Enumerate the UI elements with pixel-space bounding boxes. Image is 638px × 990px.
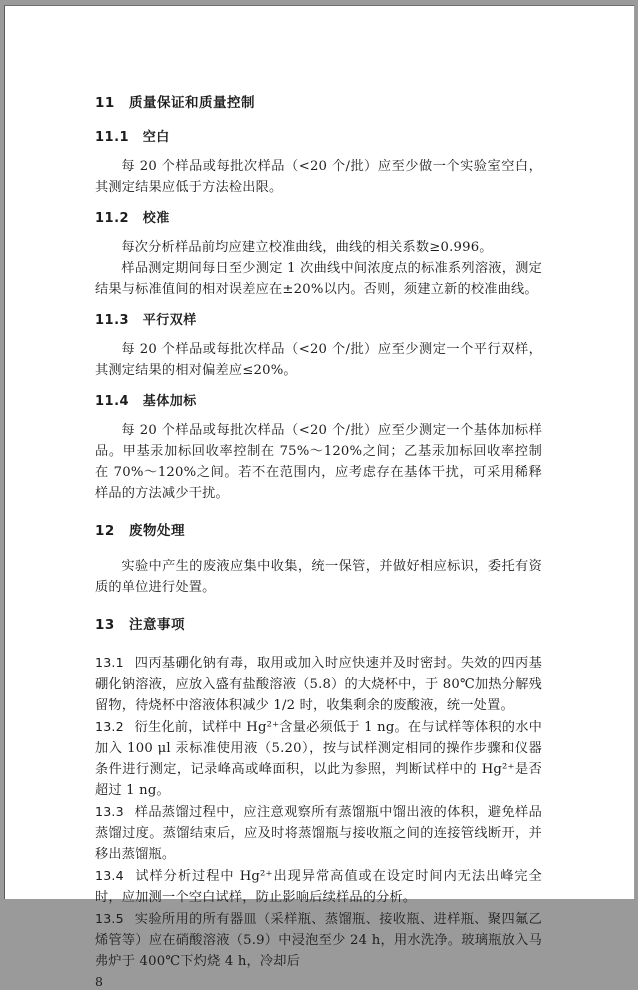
heading-title: 质量保证和质量控制 [128,95,255,111]
heading-number: 12 [95,523,115,539]
heading-11-2-calibration [95,209,542,229]
paragraph-waste-disposal: 实验中产生的废液应集中收集，统一保管，并做好相应标识，委托有资质的单位进行处置。 [95,559,542,595]
heading-number: 11.4 [95,394,130,409]
item-text: 试样分析过程中 Hg²⁺出现异常高值或在设定时间内无法出峰完全时，应加测一个空白试样，防止影响后续样品的分析。 [95,869,542,905]
heading-11-1-blank [95,128,542,148]
heading-number: 11.3 [95,313,130,328]
document-page [4,5,635,989]
heading-11-4-matrix-spike [95,392,542,412]
page-number: 8 [95,974,103,989]
heading-title: 注意事项 [128,617,185,633]
item-number: 13.2 [95,719,124,734]
heading-title: 废物处理 [128,523,185,539]
item-number: 13.3 [95,804,124,819]
item-text: 样品蒸馏过程中，应注意观察所有蒸馏瓶中馏出液的体积，避免样品蒸馏过度。蒸馏结束后，应及时将蒸馏瓶与接收瓶之间的连接管线断开，并移出蒸馏瓶。 [95,805,542,862]
heading-title: 平行双样 [142,313,197,328]
heading-title: 空白 [142,130,170,145]
heading-number: 11.1 [95,130,130,145]
precaution-item-13-2 [95,716,542,801]
precaution-item-13-4 [95,865,542,908]
paragraph-calibration-1: 每次分析样品前均应建立校准曲线，曲线的相关系数≥0.996。 [121,240,493,255]
paragraph-calibration-2: 样品测定期间每日至少测定 1 次曲线中间浓度点的标准系列溶液，测定结果与标准值间的相对误差应在±20%以内。否则，须建立新的校准曲线。 [95,261,542,297]
item-text: 衍生化前，试样中 Hg²⁺含量必须低于 1 ng。在与试样等体积的水中加入 100 μl 汞标准使用液（5.20），按与试样测定相同的操作步骤和仪器条件进行测定，记录峰高或峰面积，以此为参照，判断试样中的 Hg²⁺是否超过 1 ng。 [95,720,542,798]
heading-13-precautions [95,615,542,635]
heading-11-3-duplicate [95,311,542,331]
item-number: 13.4 [95,868,124,883]
heading-11-quality-assurance [95,93,542,113]
precaution-item-13-3 [95,801,542,865]
heading-title: 基体加标 [142,394,197,409]
heading-number: 13 [95,617,115,633]
precaution-item-13-5 [95,908,542,972]
heading-number: 11 [95,95,115,111]
item-text: 四丙基硼化钠有毒，取用或加入时应快速并及时密封。失效的四丙基硼化钠溶液，应放入盛有盐酸溶液（5.8）的大烧杯中，于 80℃加热分解残留物，待烧杯中溶液体积减少 1/2 时，收集剩余的废酸液，统一处置。 [95,656,542,713]
paragraph-blank: 每 20 个样品或每批次样品（<20 个/批）应至少做一个实验室空白，其测定结果应低于方法检出限。 [95,159,542,195]
heading-title: 校准 [142,211,170,226]
item-number: 13.5 [95,911,124,926]
paragraph-duplicate: 每 20 个样品或每批次样品（<20 个/批）应至少测定一个平行双样，其测定结果的相对偏差应≤20%。 [95,342,542,378]
precaution-item-13-1 [95,652,542,716]
paragraph-matrix-spike: 每 20 个样品或每批次样品（<20 个/批）应至少测定一个基体加标样品。甲基汞加标回收率控制在 75%～120%之间；乙基汞加标回收率控制在 70%～120%之间。若不在范围内，应考虑存在基体干扰，可采用稀释样品的方法减少干扰。 [95,423,542,501]
item-text: 实验所用的所有器皿（采样瓶、蒸馏瓶、接收瓶、进样瓶、聚四氟乙烯管等）应在硝酸溶液（5.9）中浸泡至少 24 h，用水洗净。玻璃瓶放入马弗炉于 400℃下灼烧 4 h，冷却后 [95,912,542,969]
heading-number: 11.2 [95,211,130,226]
heading-12-waste-disposal [95,521,542,541]
item-number: 13.1 [95,655,124,670]
